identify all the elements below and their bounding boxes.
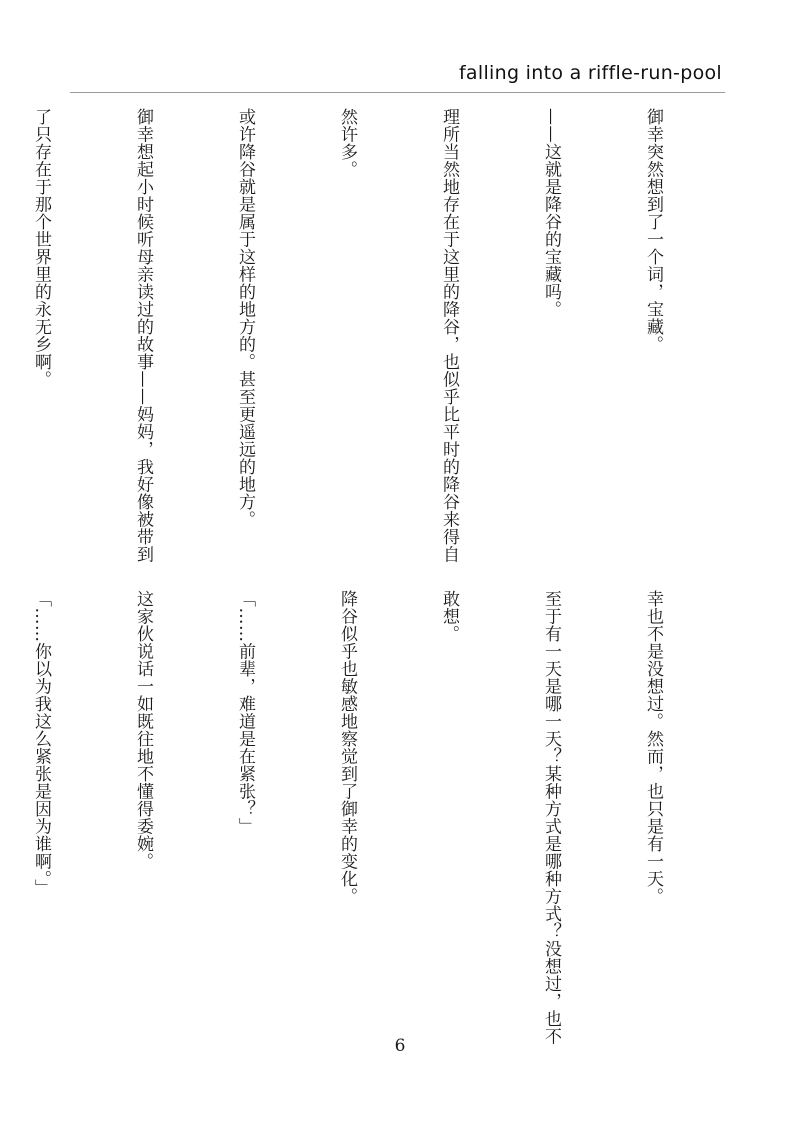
text-line: 或许降谷就是属于这样的地方的。甚至更遥远的地方。 bbox=[235, 108, 255, 528]
text-block-bottom bbox=[31, 590, 738, 1045]
page-number: 6 bbox=[394, 1036, 406, 1056]
text-line: 「……你以为我这么紧张是因为谁啊。」 bbox=[31, 590, 51, 897]
running-header: falling into a riffle-run-pool bbox=[458, 62, 722, 84]
text-line: 至于有一天是哪一天？某种方式是哪种方式？没想过，也不 bbox=[541, 590, 561, 1045]
text-line: 幸也不是没想过。然而，也只是有一天。 bbox=[643, 590, 663, 905]
text-line: 敢想。 bbox=[439, 590, 459, 643]
text-line: 「……前辈，难道是在紧张？」 bbox=[235, 590, 255, 835]
text-line: 御幸突然想到了一个词，宝藏。 bbox=[643, 108, 663, 353]
text-line: 然许多。 bbox=[337, 108, 357, 178]
text-line: 这家伙说话一如既往地不懂得委婉。 bbox=[133, 590, 153, 870]
text-line: 了只存在于那个世界里的永无乡啊。 bbox=[31, 108, 51, 388]
text-line: 御幸想起小时候听母亲读过的故事——妈妈，我好像被带到 bbox=[133, 108, 153, 563]
header-rule bbox=[70, 92, 725, 93]
text-line: 理所当然地存在于这里的降谷，也似乎比平时的降谷来得自 bbox=[439, 108, 459, 563]
text-line: 降谷似乎也敏感地察觉到了御幸的变化。 bbox=[337, 590, 357, 905]
text-block-top bbox=[31, 108, 738, 563]
text-line: ——这就是降谷的宝藏吗。 bbox=[541, 108, 561, 318]
